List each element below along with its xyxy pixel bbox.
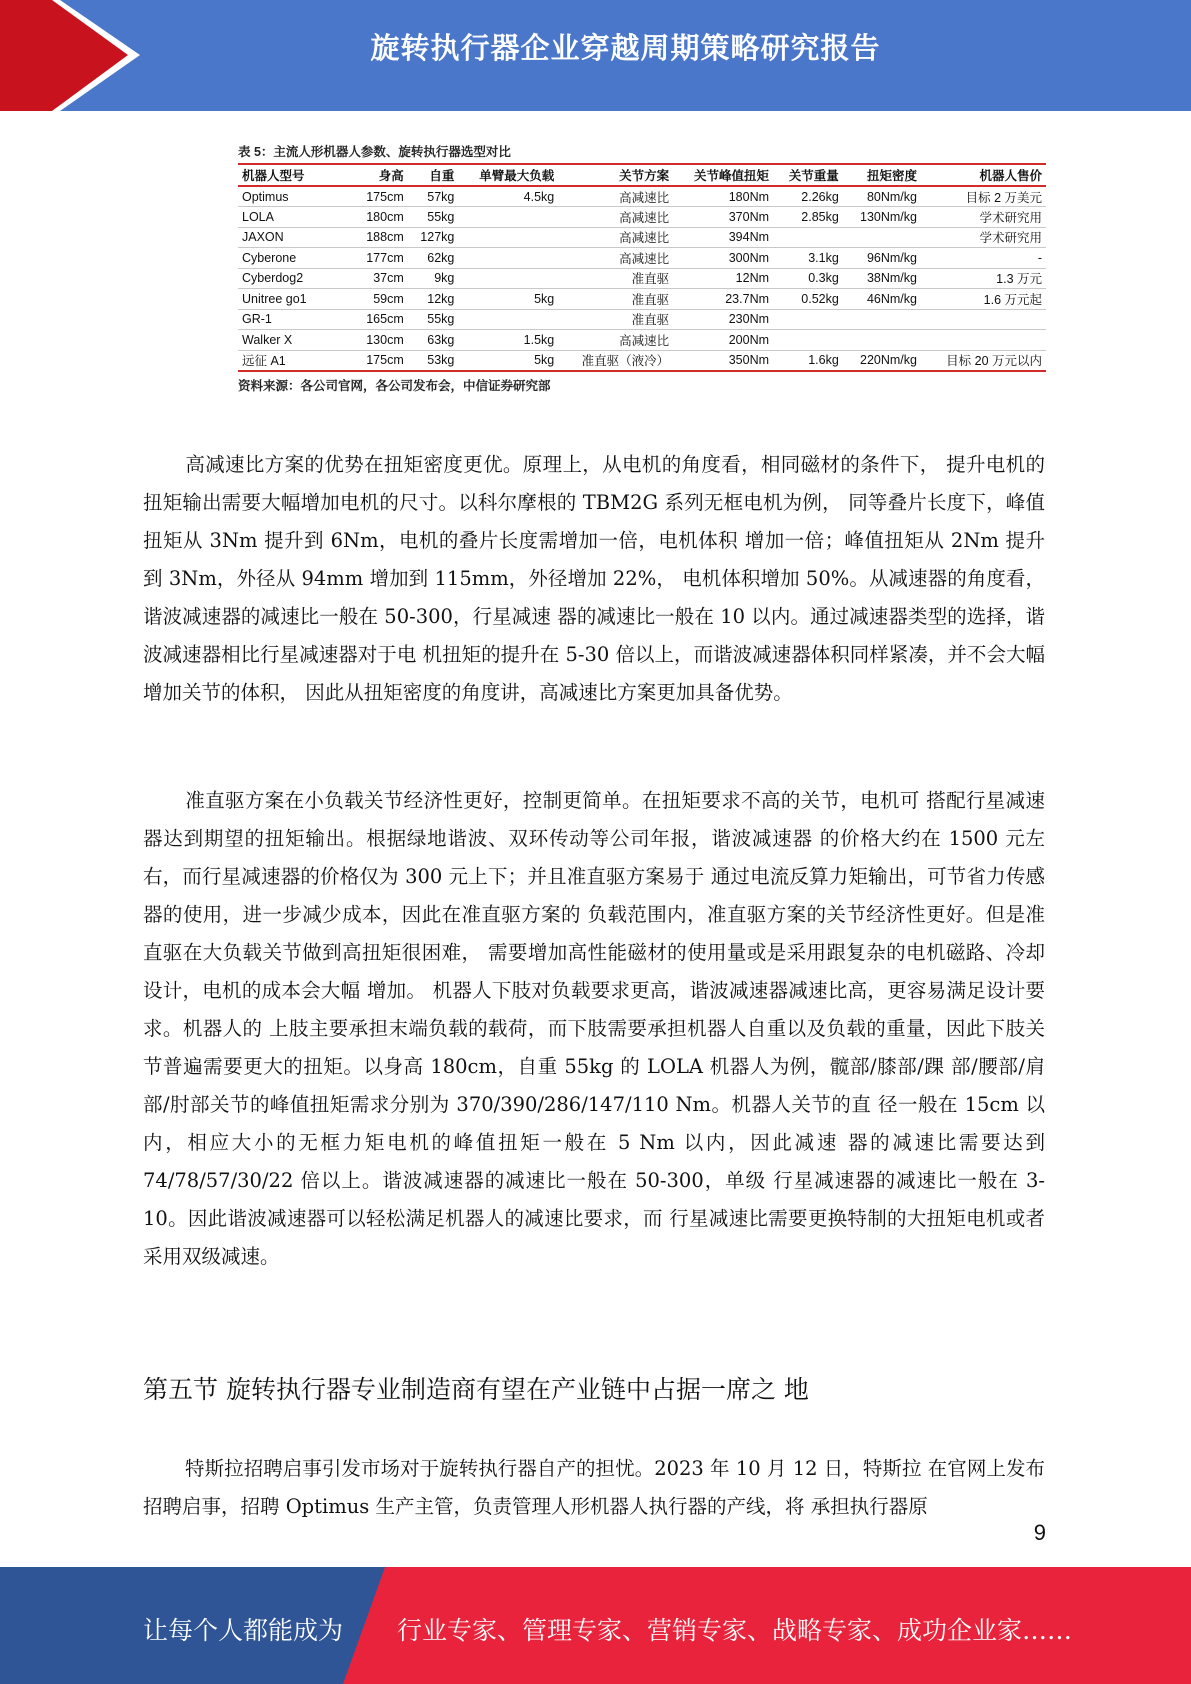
table-cell (843, 227, 921, 248)
table-row (238, 248, 1046, 269)
table-cell (458, 309, 558, 330)
table-cell: 23.7Nm (673, 289, 773, 310)
table-cell: 175cm (353, 350, 408, 371)
table-cell: JAXON (238, 227, 353, 248)
table-cell (843, 330, 921, 351)
paragraph-text: 准直驱方案在小负载关节经济性更好，控制更简单。在扭矩要求不高的关节，电机可 搭配行星减速器达到期望的扭矩输出。根据绿地谐波、双环传动等公司年报，谐波减速器 的价格大约在 1500 元左右，而行星减速器的价格仅为 300 元上下；并且准直驱方案易于 通过电流反算力矩输出，可节省力传感器的使用，进一步减少成本，因此在准直驱方案的 负载范围内，准直驱方案的关节经济性更好。但是准直驱在大负载关节做到高扭矩很困难， 需要增加高性能磁材的使用量或是采用跟复杂的电机磁路、冷却设计，电机的成本会大幅 增加。 机器人下肢对负载要求更高，谐波减速器减速比高，更容易满足设计要求。机器人的 上肢主要承担末端负载的载荷，而下肢需要承担机器人自重以及负载的重量，因此下肢关 节普遍需要更大的扭矩。以身高 180cm，自重 55kg 的 LOLA 机器人为例，髋部/膝部/踝 部/腰部/肩部/肘部关节的峰值扭矩需求分别为 370/390/286/147/110 Nm。机器人关节的直 径一般在 15cm 以内，相应大小的无框力矩电机的峰值扭矩一般在 5 Nm 以内，因此减速 器的减速比需要达到 74/78/57/30/22 倍以上。谐波减速器的减速比一般在 50-300，单级 行星减速器的减速比一般在 3-10。因此谐波减速器可以轻松满足机器人的减速比要求，而 行星减速比需要更换特制的大扭矩电机或者采用双级减速。 (143, 789, 1045, 1268)
table-cell (773, 309, 843, 330)
page-number: 9 (1033, 1520, 1046, 1545)
page-footer (0, 1567, 1191, 1684)
table-cell: 1.3 万元 (921, 268, 1046, 289)
table-row (238, 350, 1046, 371)
table-row (238, 227, 1046, 248)
table-row (238, 309, 1046, 330)
table-cell: 177cm (353, 248, 408, 269)
table-cell: 370Nm (673, 207, 773, 228)
col-header: 自重 (408, 164, 459, 186)
table-cell: 394Nm (673, 227, 773, 248)
table-cell: Cyberone (238, 248, 353, 269)
table-cell: 96Nm/kg (843, 248, 921, 269)
table-cell: 230Nm (673, 309, 773, 330)
table-cell: 2.85kg (773, 207, 843, 228)
table-cell: 准直驱 (558, 309, 673, 330)
table-cell: Cyberdog2 (238, 268, 353, 289)
col-header: 关节重量 (773, 164, 843, 186)
col-header: 关节峰值扭矩 (673, 164, 773, 186)
page-header (0, 0, 1191, 111)
col-header: 扭矩密度 (843, 164, 921, 186)
table-cell: 高减速比 (558, 227, 673, 248)
table-cell: 130cm (353, 330, 408, 351)
table-cell: 62kg (408, 248, 459, 269)
table-row (238, 207, 1046, 228)
table-cell (458, 207, 558, 228)
table-cell: 0.52kg (773, 289, 843, 310)
paragraph-torque-density (143, 446, 1045, 712)
table-row (238, 268, 1046, 289)
table-cell: 准直驱 (558, 289, 673, 310)
table-cell (773, 227, 843, 248)
table-cell: 目标 2 万美元 (921, 186, 1046, 207)
table-cell: Optimus (238, 186, 353, 207)
table-cell: 180Nm (673, 186, 773, 207)
table-cell (921, 309, 1046, 330)
table-cell: 200Nm (673, 330, 773, 351)
table-cell: 350Nm (673, 350, 773, 371)
table-row (238, 289, 1046, 310)
table-cell: 3.1kg (773, 248, 843, 269)
col-header: 单臂最大负载 (458, 164, 558, 186)
table-cell: 9kg (408, 268, 459, 289)
table-cell: 59cm (353, 289, 408, 310)
col-header: 机器人售价 (921, 164, 1046, 186)
footer-slogan-left: 让每个人都能成为 (143, 1616, 344, 1645)
table-cell: 目标 20 万元以内 (921, 350, 1046, 371)
col-header: 身高 (353, 164, 408, 186)
robot-spec-table (238, 163, 1046, 372)
table-cell: 220Nm/kg (843, 350, 921, 371)
table-cell: 高减速比 (558, 207, 673, 228)
table-cell: 46Nm/kg (843, 289, 921, 310)
col-header: 关节方案 (558, 164, 673, 186)
table-cell: 准直驱（液冷） (558, 350, 673, 371)
table-cell: Unitree go1 (238, 289, 353, 310)
table-cell: 高减速比 (558, 186, 673, 207)
table-cell: 1.6 万元起 (921, 289, 1046, 310)
table-cell: 175cm (353, 186, 408, 207)
table-cell: 165cm (353, 309, 408, 330)
table-cell: 37cm (353, 268, 408, 289)
table-cell: 1.6kg (773, 350, 843, 371)
table-cell: 180cm (353, 207, 408, 228)
table-cell: - (921, 248, 1046, 269)
paragraph-text: 特斯拉招聘启事引发市场对于旋转执行器自产的担忧。2023 年 10 月 12 日，特斯拉 在官网上发布招聘启事，招聘 Optimus 生产主管，负责管理人形机器人执行器的产线，将 承担执行器原 (143, 1457, 1045, 1518)
col-header: 机器人型号 (238, 164, 353, 186)
table-cell (843, 309, 921, 330)
table-cell: LOLA (238, 207, 353, 228)
table-cell: 远征 A1 (238, 350, 353, 371)
table-cell: 130Nm/kg (843, 207, 921, 228)
report-title: 旋转执行器企业穿越周期策略研究报告 (370, 31, 881, 65)
table-cell: 55kg (408, 207, 459, 228)
table-cell: 学术研究用 (921, 227, 1046, 248)
table-cell: 准直驱 (558, 268, 673, 289)
table-row (238, 330, 1046, 351)
table-cell: 12Nm (673, 268, 773, 289)
table-cell: 188cm (353, 227, 408, 248)
table-cell (458, 248, 558, 269)
table-cell: 学术研究用 (921, 207, 1046, 228)
table-cell: 53kg (408, 350, 459, 371)
table-cell: 80Nm/kg (843, 186, 921, 207)
table-cell: 127kg (408, 227, 459, 248)
table-cell (773, 330, 843, 351)
footer-slogan-right: 行业专家、管理专家、营销专家、战略专家、成功企业家…… (397, 1616, 1073, 1645)
table-cell: GR-1 (238, 309, 353, 330)
table-cell: 2.26kg (773, 186, 843, 207)
table-cell (458, 268, 558, 289)
paragraph-text: 高减速比方案的优势在扭矩密度更优。原理上，从电机的角度看，相同磁材的条件下， 提升电机的扭矩输出需要大幅增加电机的尺寸。以科尔摩根的 TBM2G 系列无框电机为例， 同等叠片长度下，峰值扭矩从 3Nm 提升到 6Nm，电机的叠片长度需增加一倍，电机体积 增加一倍；峰值扭矩从 2Nm 提升到 3Nm，外径从 94mm 增加到 115mm，外径增加 22%， 电机体积增加 50%。从减速器的角度看，谐波减速器的减速比一般在 50-300，行星减速 器的减速比一般在 10 以内。通过减速器类型的选择，谐波减速器相比行星减速器对于电 机扭矩的提升在 5-30 倍以上，而谐波减速器体积同样紧凑，并不会大幅增加关节的体积， 因此从扭矩密度的角度讲，高减速比方案更加具备优势。 (143, 453, 1045, 704)
table-cell (921, 330, 1046, 351)
table-cell: 1.5kg (458, 330, 558, 351)
table-cell: 5kg (458, 350, 558, 371)
spec-table-block (238, 142, 1046, 394)
table-cell: 4.5kg (458, 186, 558, 207)
table-cell: 38Nm/kg (843, 268, 921, 289)
paragraph-tesla-hiring (143, 1450, 1045, 1526)
paragraph-quasi-direct-drive (143, 782, 1045, 1276)
table-cell: 高减速比 (558, 330, 673, 351)
table-cell: 57kg (408, 186, 459, 207)
table-row (238, 186, 1046, 207)
section-heading: 第五节 旋转执行器专业制造商有望在产业链中占据一席之 地 (143, 1375, 809, 1404)
table-cell: 高减速比 (558, 248, 673, 269)
table-caption: 表 5：主流人形机器人参数、旋转执行器选型对比 (238, 145, 511, 159)
table-cell: 5kg (458, 289, 558, 310)
table-cell: 300Nm (673, 248, 773, 269)
table-cell: Walker X (238, 330, 353, 351)
table-cell: 0.3kg (773, 268, 843, 289)
table-source: 资料来源：各公司官网，各公司发布会，中信证券研究部 (238, 378, 551, 393)
table-cell: 63kg (408, 330, 459, 351)
table-header-row (238, 164, 1046, 186)
table-cell (458, 227, 558, 248)
table-cell: 12kg (408, 289, 459, 310)
table-cell: 55kg (408, 309, 459, 330)
